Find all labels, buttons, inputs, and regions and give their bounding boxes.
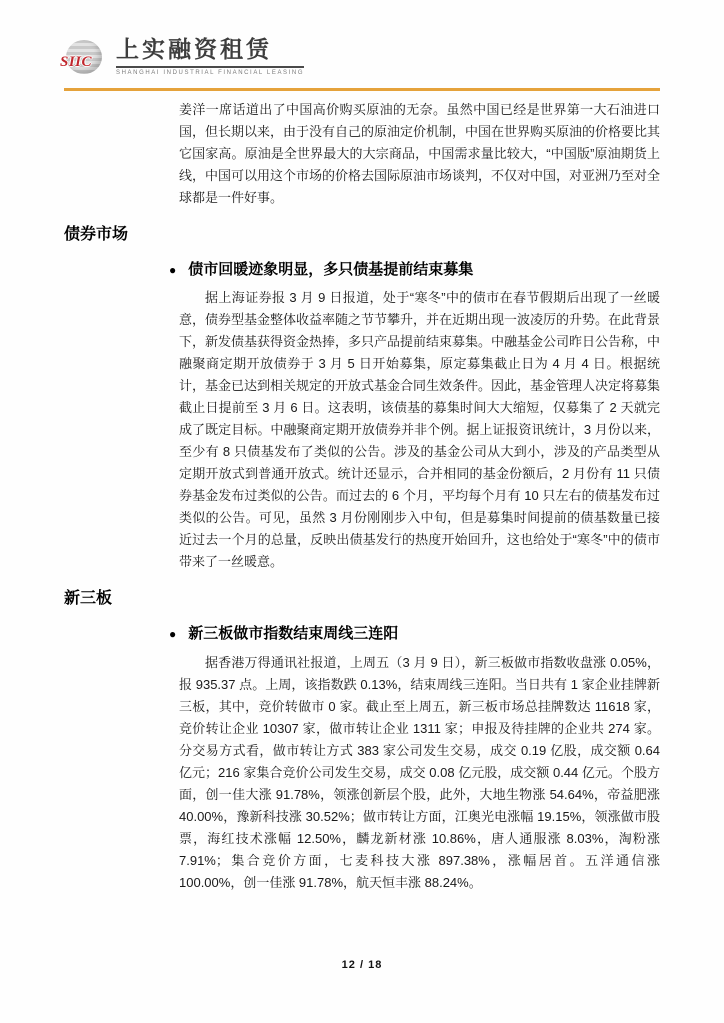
section-bond-market — [64, 225, 660, 573]
article-headline-text: 新三板做市指数结束周线三连阳 — [188, 625, 399, 643]
siic-wordmark: SIIC — [60, 54, 93, 70]
article-headline-text: 债市回暖迹象明显，多只债基提前结束募集 — [188, 260, 474, 278]
brand-name-chinese: 上实融资租赁 — [116, 36, 304, 68]
bullet-icon: ● — [169, 262, 177, 277]
article-headline-bond — [169, 260, 660, 280]
article-body-bond: 据上海证券报 3 月 9 日报道，处于“寒冬”中的债市在春节假期后出现了一丝暖意，债券型基金整体收益率随之节节攀升，并在近期出现一波凌厉的升势。在此背景下，新发债基获得资金热捧，多只产品提前结束募集。中融基金公司昨日公告称，中融聚商定期开放债券于 3 月 5 日开始募集，原定募集截止日为 4 月 4 日。根据统计，基金已达到相关规定的开放式基金合同生效条件。因此，基金管理人决定将募集截止日提前至 3 月 6 日。这表明，该债基的募集时间大大缩短，仅募集了 2 天就完成了既定目标。中融聚商定期开放债券并非个例。据上证报资讯统计，3 月份以来，至少有 8 只债基发布了类似的公告。涉及的基金公司从大到小，涉及的产品类型从定期开放式到普通开放式。统计还显示，合并相同的基金份额后，2 月份有 11 只债券基金发布过类似的公告。而过去的 6 个月，平均每个月有 10 只左右的债基发布过类似的公告。可见，虽然 3 月份刚刚步入中旬，但是募集时间提前的债基数量已接近过去一个月的总量，反映出债基发行的热度开始回升，这也给处于“寒冬”中的债市带来了一丝暖意。 — [179, 290, 661, 570]
bullet-icon: ● — [169, 626, 177, 641]
article-headline-neeq — [169, 624, 660, 644]
page-footer — [0, 959, 724, 971]
siic-globe-icon — [60, 40, 104, 76]
section-title-neeq: 新三板 — [64, 590, 113, 608]
brand-block — [116, 36, 304, 76]
page-number: 12 / 18 — [341, 959, 383, 971]
page-header — [60, 36, 660, 91]
company-logo — [60, 36, 660, 84]
intro-paragraph: 姜洋一席话道出了中国高价购买原油的无奈。虽然中国已经是世界第一大石油进口国，但长期以来，由于没有自己的原油定价机制，中国在世界购买原油的价格要比其它国家高。原油是全世界最大的大宗商品，中国需求量比较大，“中国版”原油期货上线，中国可以用这个市场的价格去国际原油市场谈判，不仅对中国，对亚洲乃至对全球都是一件好事。 — [179, 102, 661, 205]
header-accent-rule — [64, 88, 660, 91]
brand-name-english: SHANGHAI INDUSTRIAL FINANCIAL LEASING — [116, 69, 305, 76]
document-body — [64, 99, 660, 894]
section-title-bond-market: 债券市场 — [64, 226, 129, 243]
article-body-neeq: 据香港万得通讯社报道，上周五（3 月 9 日），新三板做市指数收盘涨 0.05%，报 935.37 点。上周，该指数跌 0.13%，结束周线三连阳。当日共有 1 家企业挂牌新三板，其中，竞价转做市 0 家。截止至上周五，新三板市场总挂牌数达 11618 家，竞价转让企业 10307 家，做市转让企业 1311 家；申报及待挂牌的企业共 274 家。分交易方式看，做市转让方式 383 家公司发生交易，成交 0.19 亿股，成交额 0.64 亿元；216 家集合竞价公司发生交易，成交 0.08 亿元股，成交额 0.44 亿元。个股方面，创一佳大涨 91.78%，领涨创新层个股，此外，大地生物涨 54.64%，帝益肥涨 40.00%，豫新科技涨 30.52%；做市转让方面，江奥光电涨幅 19.15%，领涨做市股票，海红技术涨幅 12.50%，麟龙新材涨 10.86%，唐人通服涨 8.03%，淘粉涨 7.91%；集合竞价方面，七麦科技大涨 897.38%，涨幅居首。五洋通信涨 100.00%，创一佳涨 91.78%，航天恒丰涨 88.24%。 — [179, 654, 660, 890]
section-neeq — [64, 589, 660, 893]
